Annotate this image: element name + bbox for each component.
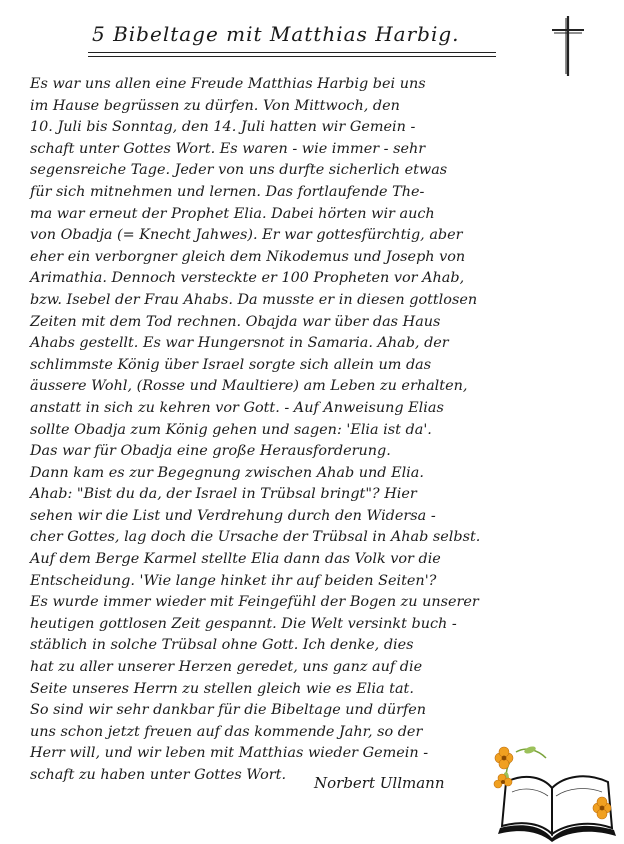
text-line: schlimmste König über Israel sorgte sich allein um das (30, 356, 432, 373)
text-line: bzw. Isebel der Frau Ahabs. Da musste er in diesen gottlosen (30, 291, 478, 308)
signature: Norbert Ullmann (314, 774, 445, 792)
text-line: Ahabs gestellt. Es war Hungersnot in Samaria. Ahab, der (30, 335, 449, 352)
text-line: Es wurde immer wieder mit Feingefühl der Bogen zu unserer (30, 594, 479, 611)
text-line: schaft unter Gottes Wort. Es waren - wie immer - sehr (30, 140, 426, 157)
page-title: 5 Bibeltage mit Matthias Harbig. (92, 22, 460, 46)
text-line: stäblich in solche Trübsal ohne Gott. Ich denke, dies (30, 637, 414, 654)
text-line: anstatt in sich zu kehren vor Gott. - Auf Anweisung Elias (30, 399, 444, 416)
text-line: von Obadja (= Knecht Jahwes). Er war gottesfürchtig, aber (30, 227, 463, 244)
text-line: im Hause begrüssen zu dürfen. Von Mittwoch, den (30, 97, 400, 114)
text-line: Auf dem Berge Karmel stellte Elia dann das Volk vor die (30, 551, 441, 568)
title-underline (88, 52, 496, 53)
text-line: sollte Obadja zum König gehen und sagen: 'Elia ist da'. (30, 421, 432, 438)
text-line: segensreiche Tage. Jeder von uns durfte sicherlich etwas (30, 162, 448, 179)
text-line: äussere Wohl, (Rosse und Maultiere) am Leben zu erhalten, (30, 378, 468, 395)
text-line: Es war uns allen eine Freude Matthias Harbig bei uns (30, 76, 426, 92)
text-line: cher Gottes, lag doch die Ursache der Trübsal in Ahab selbst. (30, 529, 481, 546)
text-line: Entscheidung. 'Wie lange hinket ihr auf beiden Seiten'? (30, 572, 437, 589)
text-line: Herr will, und wir leben mit Matthias wieder Gemein - (30, 745, 429, 762)
open-bible-with-flowers-icon (486, 742, 622, 842)
text-line: sehen wir die List und Verdrehung durch den Widersa - (30, 507, 436, 524)
text-line: ma war erneut der Prophet Elia. Dabei hörten wir auch (30, 205, 435, 222)
text-line: heutigen gottlosen Zeit gespannt. Die Welt versinkt buch - (30, 615, 457, 632)
title-underline-second (88, 56, 496, 57)
text-line: schaft zu haben unter Gottes Wort. (30, 767, 287, 783)
text-line: Das war für Obadja eine große Herausforderung. (30, 443, 391, 460)
text-line: hat zu aller unserer Herzen geredet, uns ganz auf die (30, 659, 423, 676)
text-line: für sich mitnehmen und lernen. Das fortlaufende The- (30, 183, 425, 200)
text-line: Arimathia. Dennoch versteckte er 100 Propheten vor Ahab, (30, 270, 465, 287)
letter-body (30, 74, 610, 787)
text-line: Seite unseres Herrn zu stellen gleich wie es Elia tat. (30, 680, 414, 697)
cross-icon (548, 14, 588, 78)
text-line: Ahab: "Bist du da, der Israel in Trübsal bringt"? Hier (30, 486, 417, 503)
text-line: Zeiten mit dem Tod rechnen. Obajda war über das Haus (30, 313, 441, 330)
text-line: Dann kam es zur Begegnung zwischen Ahab und Elia. (30, 464, 424, 481)
text-line: So sind wir sehr dankbar für die Bibeltage und dürfen (30, 702, 427, 719)
text-line: uns schon jetzt freuen auf das kommende Jahr, so der (30, 723, 423, 740)
text-line: eher ein verborgner gleich dem Nikodemus und Joseph von (30, 248, 466, 265)
text-line: 10. Juli bis Sonntag, den 14. Juli hatten wir Gemein - (30, 119, 416, 136)
